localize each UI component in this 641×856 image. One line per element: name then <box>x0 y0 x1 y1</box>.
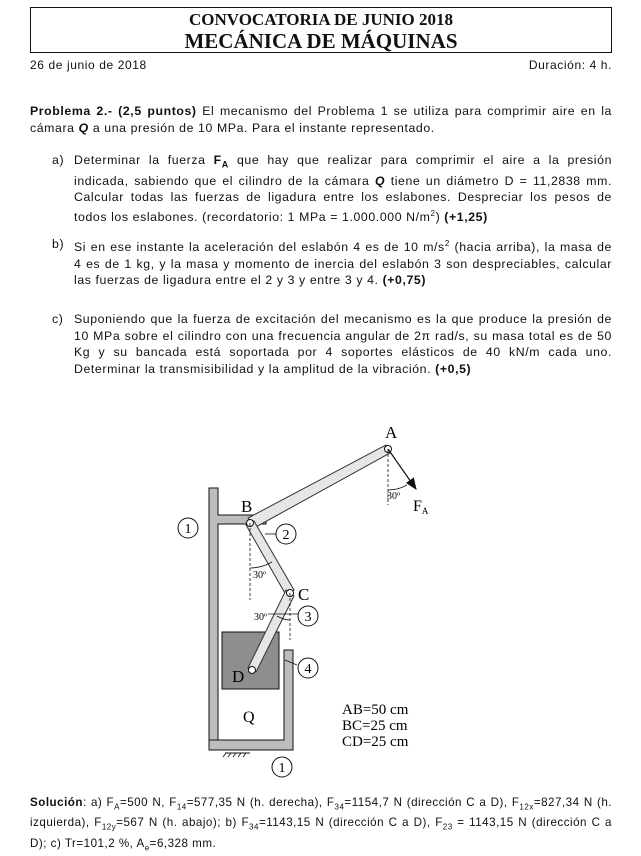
course-title: MECÁNICA DE MÁQUINAS <box>184 29 458 53</box>
solution-subscript: 34 <box>249 822 259 832</box>
problem-chamber: Q <box>78 120 89 135</box>
solution-text: =1154,7 N (dirección C a D), F <box>344 796 520 809</box>
item-text: que hay que realizar para comprimir el aire a la presión indicada, sabiendo que el cilindro de la cámara <box>74 153 613 188</box>
item-label: b) <box>52 237 65 251</box>
exam-date: 26 de junio de 2018 <box>30 58 147 72</box>
solution-text: =577,35 N (h. derecha), F <box>186 796 335 809</box>
solution-subscript: 34 <box>334 802 345 812</box>
chamber-symbol: Q <box>374 173 386 188</box>
item-text: ) <box>435 210 445 225</box>
item-text: (hacia arriba), la masa de 4 es de 1 kg, y la masa y momento de inercia del eslabón 3 son despreciables, calcular las fuerzas de ligadura entre el 2 y 3 y entre 3 y 4. <box>74 240 612 288</box>
ground-hatch-icon <box>223 753 246 757</box>
label-angle-force: 30º <box>387 491 401 502</box>
item-text: Si en ese instante la aceleración del eslabón 4 es de 10 m/s <box>74 240 445 255</box>
solution-text: = 1143,15 N (dirección C a D); c) Tr=101,2 %, A <box>30 816 612 850</box>
item-points: (+0,5) <box>435 361 472 376</box>
solution-subscript: 14 <box>176 802 187 812</box>
dim-ab: AB=50 cm <box>342 702 409 718</box>
exam-session-title: CONVOCATORIA DE JUNIO 2018 <box>189 10 453 29</box>
link-ab <box>248 445 390 528</box>
problem-title: Problema 2.- (2,5 puntos) <box>30 104 197 118</box>
label-point-a: A <box>385 423 398 442</box>
svg-text:2: 2 <box>282 528 290 543</box>
svg-text:1: 1 <box>278 761 286 776</box>
item-points: (+1,25) <box>444 210 488 225</box>
link-number-1-top <box>178 518 198 538</box>
item-label: c) <box>52 312 64 326</box>
label-point-b: B <box>241 497 253 516</box>
label-point-d: D <box>232 667 245 686</box>
solution-text: =500 N, F <box>119 796 177 809</box>
solution <box>30 795 612 856</box>
joint-d <box>249 667 256 674</box>
item-text: tiene un diámetro D = 11,2838 mm. Calcular todas las fuerzas de ligadura entre los eslabones. Despreciar los pesos de todos los eslabones. (recordatorio: 1 MPa = 1.000.000 N/m <box>74 173 612 225</box>
force-subscript: A <box>221 159 229 170</box>
label-point-c: C <box>298 585 310 604</box>
link-number-1-bottom <box>272 757 292 777</box>
problem-intro-2: a una presión de 10 MPa. Para el instante representado. <box>88 120 435 135</box>
label-force: FA <box>413 498 429 516</box>
solution-text: =827,34 N (h. izquierda), F <box>30 796 613 830</box>
svg-text:4: 4 <box>304 662 312 677</box>
solution-text-start: : a) F <box>82 796 115 809</box>
solution-label: Solución <box>30 796 83 809</box>
link-number-4 <box>298 658 318 678</box>
solution-text: =1143,15 N (dirección C a D), F <box>258 816 443 830</box>
exponent: 2 <box>444 239 450 248</box>
dim-cd: CD=25 cm <box>342 734 409 750</box>
link-number-2 <box>276 524 296 544</box>
solution-subscript: e <box>144 842 150 852</box>
solution-text: =6,328 mm. <box>149 836 217 850</box>
item-text: Determinar la fuerza <box>74 153 214 167</box>
svg-text:1: 1 <box>184 522 192 537</box>
label-chamber-q: Q <box>243 709 255 726</box>
dim-bc: BC=25 cm <box>342 718 408 734</box>
solution-subscript: A <box>114 802 120 812</box>
item-text: Suponiendo que la fuerza de excitación del mecanismo es la que produce la presión de 10 MPa sobre el cilindro con una frecuencia angular de 2π rad/s, su masa total es de 50 Kg y su bancada está soportada por 4 soportes elásticos de 40 kN/m cada uno. Determinar la transmisibilidad y la amplitud de la vibración. <box>74 312 612 376</box>
label-angle-b: 30º <box>253 570 267 581</box>
force-angle-arc <box>388 485 407 490</box>
exponent: 2 <box>430 208 436 218</box>
solution-subscript: 12x <box>519 802 534 812</box>
exam-duration: Duración: 4 h. <box>528 58 612 72</box>
force-symbol: F <box>213 153 222 167</box>
solution-subscript: 12y <box>101 822 117 832</box>
force-arrow-icon <box>388 449 416 489</box>
solution-subscript: 23 <box>442 822 453 832</box>
item-points: (+0,75) <box>382 273 427 288</box>
problem-intro-1: El mecanismo del Problema 1 se utiliza para comprimir aire en la cámara <box>30 104 612 135</box>
solution-text: =567 N (h. abajo); b) F <box>116 816 250 830</box>
solution-parts <box>30 796 612 850</box>
svg-text:3: 3 <box>304 610 312 625</box>
link-number-3 <box>298 606 318 626</box>
label-angle-c: 30º <box>254 612 268 623</box>
item-label: a) <box>52 153 65 167</box>
